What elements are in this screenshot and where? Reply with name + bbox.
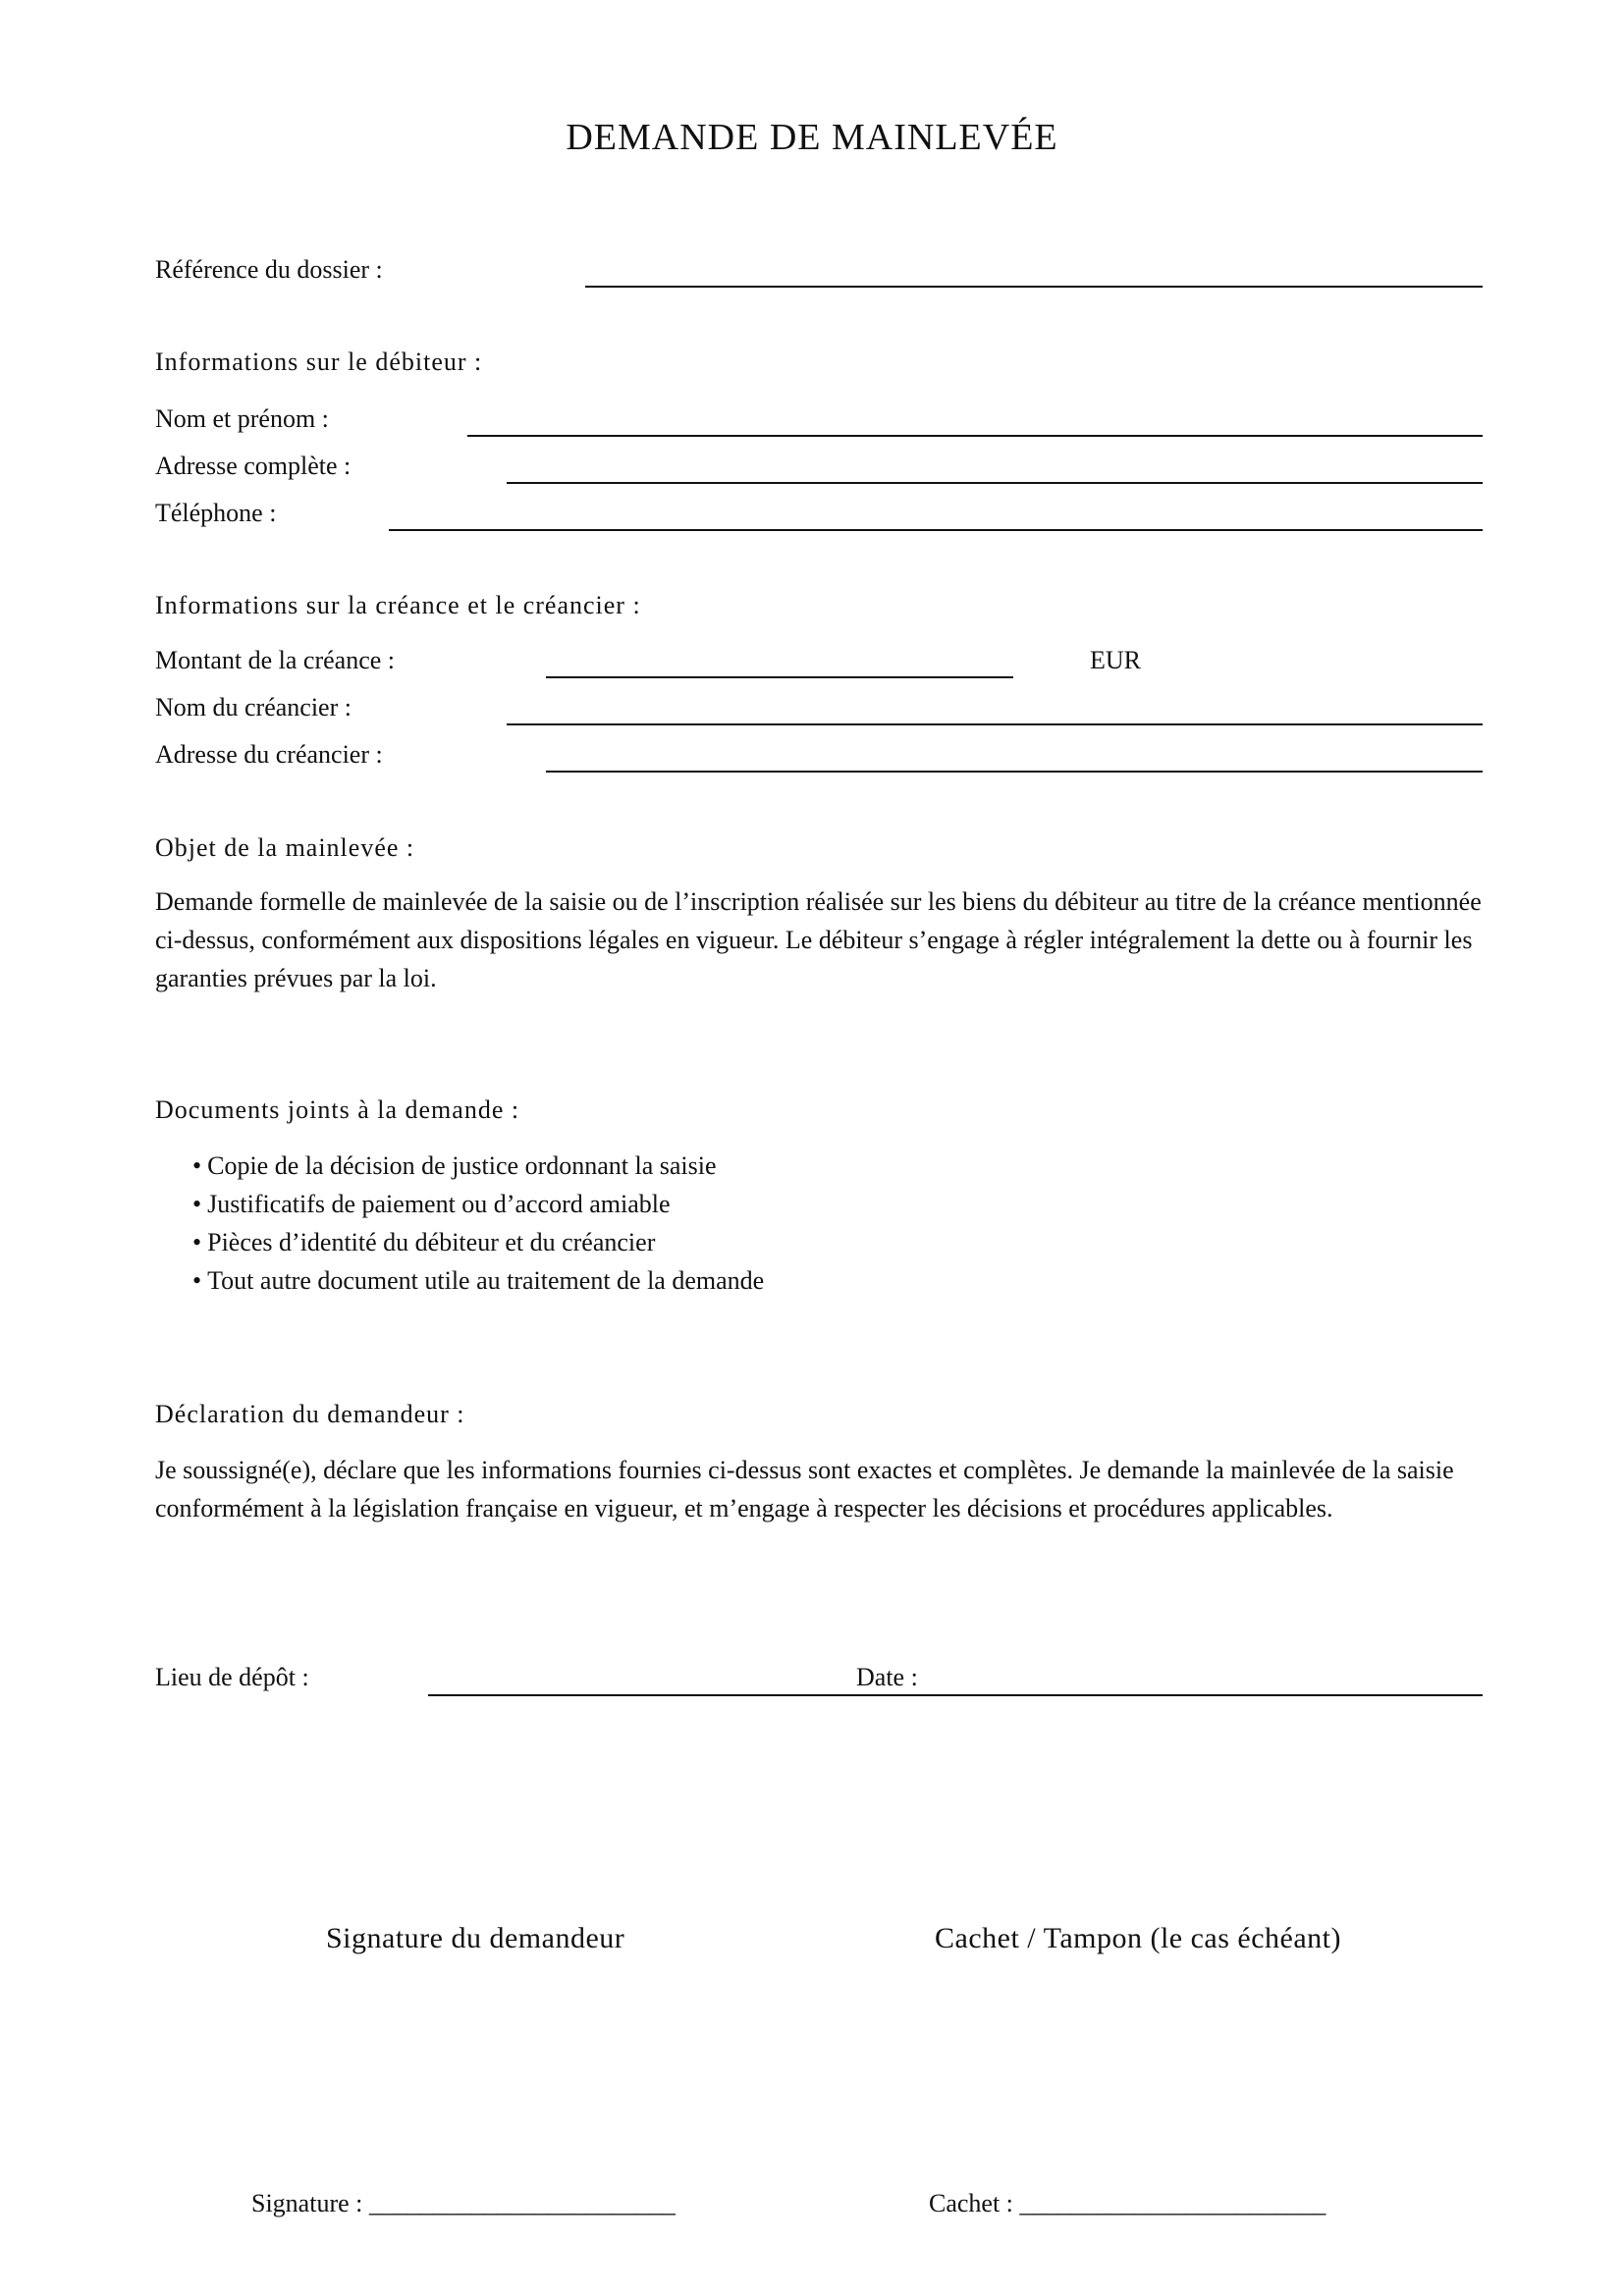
reference-field[interactable] [585,286,1483,288]
object-section-heading: Objet de la mainlevée : [155,833,415,862]
deposit-date-label: Date : [856,1663,918,1691]
debtor-address-label: Adresse complète : [155,452,352,480]
deposit-place-label: Lieu de dépôt : [155,1663,309,1691]
documents-section-heading: Documents joints à la demande : [155,1095,520,1124]
reference-label: Référence du dossier : [155,255,383,284]
stamp-heading: Cachet / Tampon (le cas échéant) [935,1922,1341,1954]
claim-section-heading: Informations sur la créance et le créancier : [155,591,641,619]
stamp-field[interactable]: Cachet : ________________________ [929,2189,1326,2217]
document-title: DEMANDE DE MAINLEVÉE [566,117,1058,158]
signature-field[interactable]: Signature : ________________________ [251,2189,676,2217]
claim-amount-label: Montant de la créance : [155,646,395,674]
list-item: • Justificatifs de paiement ou d’accord amiable [192,1185,764,1223]
debtor-phone-label: Téléphone : [155,499,277,527]
claim-amount-field[interactable] [546,676,1013,678]
debtor-name-field[interactable] [467,435,1483,437]
deposit-place-date-field[interactable] [428,1694,1483,1696]
list-item: • Tout autre document utile au traitement de la demande [192,1261,764,1300]
creditor-address-label: Adresse du créancier : [155,740,383,769]
declaration-paragraph: Je soussigné(e), déclare que les informations fournies ci-dessus sont exactes et complètes. Je demande la mainlevée de la saisie conformément à la législation française en vigueur, et m’engage à respecter les décisions et procédures applicables. [155,1456,1454,1522]
creditor-address-field[interactable] [546,771,1483,773]
list-item: • Copie de la décision de justice ordonnant la saisie [192,1147,764,1185]
declaration-section-heading: Déclaration du demandeur : [155,1400,465,1428]
creditor-name-field[interactable] [507,723,1483,725]
debtor-phone-field[interactable] [389,529,1483,531]
list-item: • Pièces d’identité du débiteur et du créancier [192,1223,764,1261]
debtor-name-label: Nom et prénom : [155,404,329,433]
applicant-signature-heading: Signature du demandeur [326,1922,625,1954]
creditor-name-label: Nom du créancier : [155,693,352,721]
debtor-address-field[interactable] [507,482,1483,484]
debtor-section-heading: Informations sur le débiteur : [155,347,483,376]
documents-list [192,1147,764,1300]
claim-currency: EUR [1090,646,1141,674]
object-paragraph: Demande formelle de mainlevée de la saisie ou de l’inscription réalisée sur les biens du débiteur au titre de la créance mentionnée ci-dessus, conformément aux dispositions légales en vigueur. Le débiteur s’engage à régler intégralement la dette ou à fournir les garanties prévues par la loi. [155,887,1482,992]
